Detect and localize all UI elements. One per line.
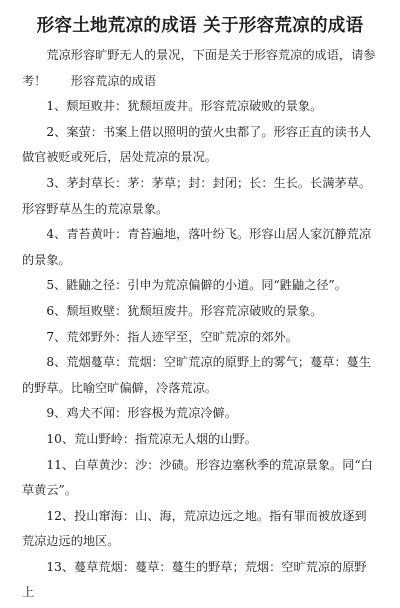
idiom-entry-7: 7、荒郊野外：指人迹罕至，空旷荒凉的郊外。: [46, 329, 298, 344]
idiom-entry-11: 11、白草黄沙：沙：沙碛。形容边塞秋季的荒凉景象。同“白草黄云”。: [22, 457, 373, 498]
idiom-entry-5: 5、鼪鼬之径：引申为荒凉偏僻的小道。同“鼪鼬之径”。: [46, 278, 347, 293]
idiom-entry-3: 3、茅封草长：茅：茅草；封：封闭；长：生长。长满茅草。形容野草丛生的荒凉景象。: [22, 175, 372, 216]
idiom-entry-12: 12、投山窜海：山、海，荒凉边远之地。指有罪而被放逐到荒凉边远的地区。: [22, 508, 367, 549]
document-title: 形容土地荒凉的成语 关于形容荒凉的成语: [36, 16, 364, 36]
intro-paragraph: 荒凉形容旷野无人的景况，下面是关于形容荒凉的成语，请参考！ 形容荒凉的成语: [22, 48, 376, 88]
idiom-entry-4: 4、青苔黄叶：青苔遍地，落叶纷飞。形容山居人家沉静荒凉的景象。: [22, 227, 372, 267]
idiom-entry-6: 6、颓垣败壁：犹颓垣废井。形容荒凉破败的景象。: [46, 303, 323, 318]
idiom-entry-1: 1、颓垣败井：犹颓垣废井。形容荒凉破败的景象。: [46, 99, 323, 114]
idiom-entry-13: 13、蔓草荒烟：蔓草：蔓生的野草；荒烟：空旷荒凉的原野上: [22, 559, 367, 600]
idiom-entry-10: 10、荒山野岭：指荒凉无人烟的山野。: [46, 431, 257, 446]
idiom-entry-8: 8、荒烟蔓草：荒烟：空旷荒凉的原野上的雾气；蔓草：蔓生的野草。比喻空旷偏僻，冷落荒凉。: [22, 355, 372, 395]
idiom-entry-2: 2、案萤：书案上借以照明的萤火虫都了。形容正直的读书人做官被贬或死后，居处荒凉的景况。: [22, 124, 372, 165]
idiom-entry-9: 9、鸡犬不闻：形容极为荒凉冷僻。: [46, 406, 237, 421]
